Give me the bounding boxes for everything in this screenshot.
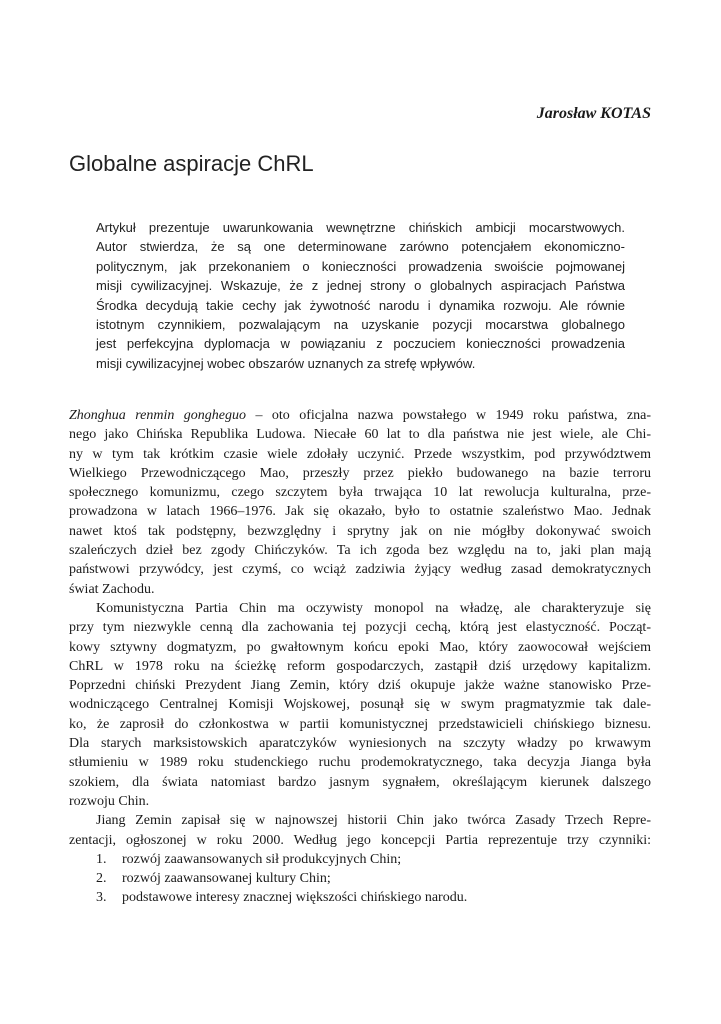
body-line: nawet ktoś tak podstępny, bezwzględny i sprytny jak on nie mógłby dokonywać swoich xyxy=(69,523,651,539)
italic-term: Zhonghua renmin gongheguo xyxy=(69,408,247,423)
abstract xyxy=(96,218,625,373)
paragraph-2 xyxy=(69,599,651,811)
body-line: szokiem, dla świata natomiast bardzo jasnym sygnałem, określającym kierunek dalszego xyxy=(69,774,651,790)
body-line: rozwoju Chin. xyxy=(69,793,150,809)
author-name: Jarosław KOTAS xyxy=(536,105,651,122)
list-item xyxy=(69,888,651,907)
paragraph-3 xyxy=(69,811,651,850)
body-line: ny w tym tak krótkim czasie wiele zdołały uczynić. Przede wszystkim, pod przywództwem xyxy=(69,446,651,462)
list-number: 2. xyxy=(96,871,107,887)
body-line: Dla starych marksistowskich aparatczyków wyniesionych na szczyty władzy po krwawym xyxy=(69,736,651,752)
abstract-line: Artykuł prezentuje uwarunkowania wewnętrzne chińskich ambicji mocarstwowych. xyxy=(96,220,625,235)
abstract-line: Środka decydują takie cechy jak żywotność narodu i dynamika rozwoju. Ale równie xyxy=(96,297,625,313)
body-line: przy tym niezwykle cenną dla zachowania tej pozycji cechą, którą jest elastyczność. Począt- xyxy=(69,620,651,636)
numbered-list xyxy=(69,850,651,908)
body-line: prowadzona w latach 1966–1976. Jak się okazało, było to ostatnie szaleństwo Mao. Jednak xyxy=(69,504,651,520)
body-line: Jiang Zemin zapisał się w najnowszej historii Chin jako twórca Zasady Trzech Repre- xyxy=(96,813,651,829)
list-text: rozwój zaawansowanych sił produkcyjnych Chin; xyxy=(122,851,402,867)
list-number: 3. xyxy=(96,890,107,906)
body-line: nego jako Chińska Republika Ludowa. Niecałe 60 lat to dla państwa nie jest wiele, ale Chi- xyxy=(69,427,651,443)
body-line: świat Zachodu. xyxy=(69,581,155,597)
abstract-line: politycznym, jak przekonaniem o konieczności prowadzenia swoiście pojmowanej xyxy=(96,258,625,274)
body-line xyxy=(69,406,651,425)
article-body xyxy=(69,406,651,908)
body-line: Komunistyczna Partia Chin ma oczywisty monopol na władzę, ale charakteryzuje się xyxy=(96,600,651,616)
body-line: kowy sztywny dogmatyzm, po gwałtownym końcu epoki Mao, który zaowocował wejściem xyxy=(69,639,651,655)
abstract-line: misji cywilizacyjnej wobec obszarów uznanych za strefę wpływów. xyxy=(96,355,476,371)
abstract-line: misji cywilizacyjnej. Wskazuje, że z jednej strony o globalnych aspiracjach Państwa xyxy=(96,278,625,294)
abstract-line: jest perfekcyjna dyplomacja w powiązaniu z poczuciem konieczności prowadzenia xyxy=(96,336,625,352)
body-line-text: – oto oficjalna nazwa powstałego w 1949 roku państwa, zna- xyxy=(246,408,651,423)
body-line: ko, że zaprosił do członkostwa w partii komunistycznej przedstawicieli chińskiego biznesu. xyxy=(69,716,651,732)
body-line: państwowi przywódcy, jest czymś, co wciąż zadziwia żyjący według zasad demokratycznych xyxy=(69,562,651,578)
list-item xyxy=(69,869,651,888)
body-line: stłumieniu w 1989 roku studenckiego ruchu prodemokratycznego, taka decyzja Jianga była xyxy=(69,755,651,771)
body-line: zentacji, ogłoszonej w roku 2000. Według jego koncepcji Partia reprezentuje trzy czynniki: xyxy=(69,832,651,848)
body-line: wodniczącego Centralnej Komisji Wojskowej, posunął się w swym pragmatyzmie tak dale- xyxy=(69,697,651,713)
abstract-line: Autor stwierdza, że są one determinowane zarówno potencjałem ekonomiczno- xyxy=(96,239,625,255)
body-line: ChRL w 1978 roku na ścieżkę reform gospodarczych, zastąpił dziś urzędowy kapitalizm. xyxy=(69,658,651,674)
list-item xyxy=(69,850,651,869)
list-number: 1. xyxy=(96,851,107,867)
article-title: Globalne aspiracje ChRL xyxy=(69,151,314,176)
paragraph-1 xyxy=(69,406,651,599)
list-text: rozwój zaawansowanej kultury Chin; xyxy=(122,871,331,887)
list-text: podstawowe interesy znacznej większości chińskiego narodu. xyxy=(122,890,468,906)
body-line: szaleńczych dzieł bez zgody Chińczyków. Ta ich zgoda bez względu na to, jaki plan mają xyxy=(69,543,651,559)
body-line: społecznego komunizmu, czego szczytem była trwająca 10 lat rewolucja kulturalna, prze- xyxy=(69,485,651,501)
body-line: Poprzedni chiński Prezydent Jiang Zemin, który dziś okupuje jakże ważne stanowisko Prze- xyxy=(69,678,651,694)
abstract-line: istotnym czynnikiem, pozwalającym na uzyskanie pozycji mocarstwa globalnego xyxy=(96,317,625,333)
body-line: Wielkiego Przewodniczącego Mao, przeszły przez piekło budowanego na bazie terroru xyxy=(69,465,651,481)
